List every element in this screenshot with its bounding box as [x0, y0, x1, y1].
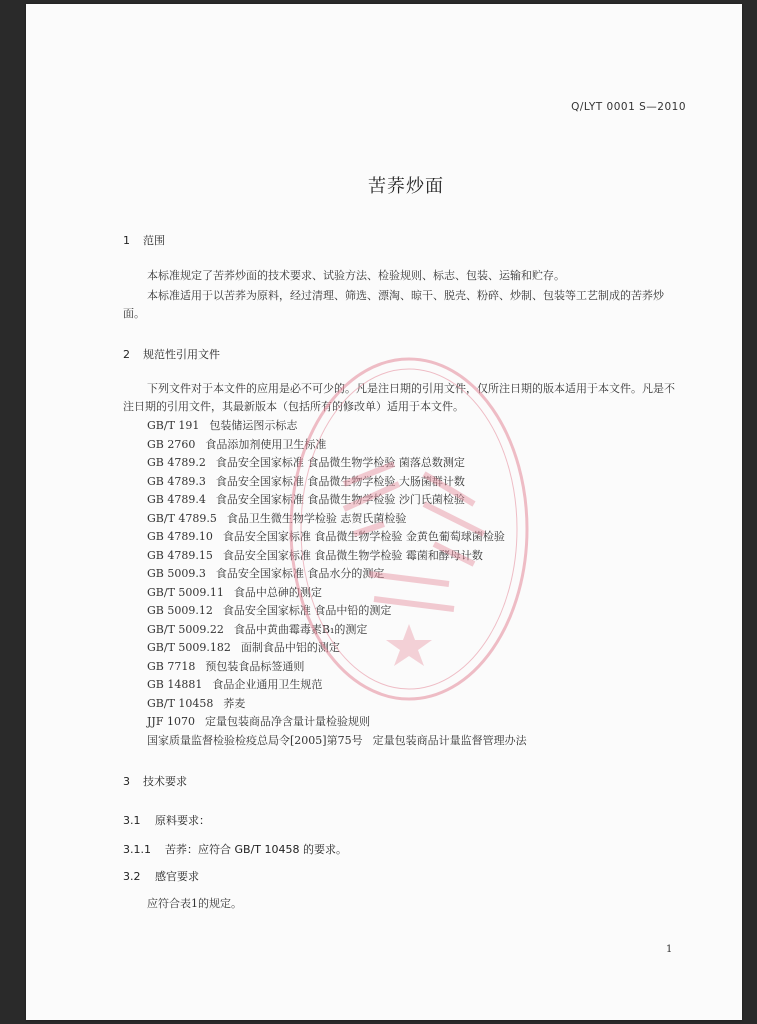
- list-item: [147, 621, 527, 640]
- reference-code: GB 14881: [147, 678, 203, 691]
- reference-code: GB/T 5009.22: [147, 622, 224, 636]
- reference-code: GB 2760: [147, 437, 196, 451]
- list-item: [147, 436, 527, 455]
- page-number: 1: [666, 944, 673, 955]
- reference-title: 面制食品中铝的测定: [240, 641, 340, 654]
- list-item: [147, 510, 527, 529]
- reference-title: 食品中总砷的测定: [233, 585, 322, 599]
- subsection-text: 苦荞：应符合 GB/T 10458 的要求。: [165, 843, 347, 856]
- reference-code: GB 5009.12: [147, 604, 213, 617]
- document-page: [26, 4, 742, 1020]
- document-title: 苦荞炒面: [368, 176, 444, 197]
- subsection-number: 3.1.1: [123, 843, 151, 856]
- reference-title: 食品企业通用卫生规范: [212, 678, 323, 691]
- scope-paragraph-1: 本标准规定了苦荞炒面的技术要求、试验方法、检验规则、标志、包装、运输和贮存。: [147, 269, 565, 282]
- reference-title: 预包装食品标签通则: [205, 659, 305, 673]
- reference-title: 包装储运图示标志: [209, 419, 298, 432]
- list-item: [147, 473, 527, 492]
- list-item: [147, 584, 527, 603]
- section-title: 规范性引用文件: [143, 348, 220, 361]
- section-title: 技术要求: [143, 775, 187, 788]
- reference-code: GB/T 4789.5: [147, 511, 217, 525]
- document-code: Q/LYT 0001 S—2010: [571, 101, 686, 113]
- list-item: [147, 695, 527, 714]
- reference-title: 食品安全国家标准 食品微生物学检验 沙门氏菌检验: [215, 493, 465, 506]
- reference-code: JJF 1070: [147, 715, 195, 728]
- reference-code: GB 4789.15: [147, 548, 213, 562]
- reference-code: GB/T 191: [147, 419, 200, 432]
- reference-title: 食品安全国家标准 食品水分的测定: [215, 567, 385, 580]
- list-item: [147, 713, 527, 732]
- section-references-heading: [123, 346, 220, 362]
- reference-title: 食品安全国家标准 食品微生物学检验 菌落总数测定: [215, 456, 465, 469]
- reference-code: GB/T 5009.182: [147, 641, 231, 654]
- list-item: [147, 547, 527, 566]
- list-item: [147, 732, 527, 751]
- reference-code: GB/T 5009.11: [147, 585, 224, 599]
- reference-code: GB 4789.3: [147, 474, 206, 488]
- reference-title: 食品安全国家标准 食品微生物学检验 大肠菌群计数: [215, 474, 465, 488]
- section-number: 3: [123, 775, 130, 788]
- reference-code: GB/T 10458: [147, 696, 214, 710]
- reference-code: GB 4789.2: [147, 456, 206, 469]
- reference-title: 定量包装商品净含量计量检验规则: [204, 715, 370, 728]
- reference-title: 食品安全国家标准 食品微生物学检验 金黄色葡萄球菌检验: [222, 530, 505, 543]
- reference-title: 食品中黄曲霉毒素B₁的测定: [233, 622, 368, 636]
- list-item: [147, 602, 527, 621]
- reference-code: 国家质量监督检验检疫总局令[2005]第75号: [147, 733, 363, 747]
- section-number: 1: [123, 234, 130, 247]
- reference-list: [147, 417, 527, 750]
- subsection-number: 3.2: [123, 870, 141, 883]
- subsection-number: 3.1: [123, 814, 141, 827]
- scope-paragraph-2: 本标准适用于以苦荞为原料，经过清理、筛选、漂淘、晾干、脱壳、粉碎、炒制、包装等工艺制成的苦荞炒面。: [123, 289, 664, 320]
- list-item: [147, 417, 527, 436]
- list-item: [147, 639, 527, 658]
- reference-code: GB 4789.4: [147, 493, 206, 506]
- section-title: 范围: [143, 234, 165, 247]
- subsection-3-2: [123, 868, 199, 884]
- list-item: [147, 491, 527, 510]
- reference-title: 食品安全国家标准 食品中铅的测定: [222, 604, 392, 617]
- section-tech-heading: [123, 773, 187, 789]
- list-item: [147, 676, 527, 695]
- reference-title: 荞麦: [223, 696, 246, 710]
- reference-title: 食品卫生微生物学检验 志贺氏菌检验: [226, 511, 407, 525]
- list-item: [147, 658, 527, 677]
- reference-title: 食品安全国家标准 食品微生物学检验 霉菌和酵母计数: [222, 548, 483, 562]
- subsection-3-1-1: [123, 841, 347, 857]
- section-scope-heading: [123, 232, 165, 248]
- section-number: 2: [123, 348, 130, 361]
- subsection-text: 原料要求：: [155, 814, 210, 827]
- subsection-3-1: [123, 812, 210, 828]
- subsection-text: 感官要求: [155, 870, 199, 883]
- references-intro: 下列文件对于本文件的应用是必不可少的。凡是注日期的引用文件，仅所注日期的版本适用于本文件。凡是不注日期的引用文件，其最新版本（包括所有的修改单）适用于本文件。: [123, 382, 675, 413]
- list-item: [147, 454, 527, 473]
- reference-code: GB 4789.10: [147, 530, 213, 543]
- reference-code: GB 7718: [147, 659, 196, 673]
- reference-title: 食品添加剂使用卫生标准: [205, 437, 327, 451]
- reference-title: 定量包装商品计量监督管理办法: [372, 733, 527, 747]
- reference-code: GB 5009.3: [147, 567, 206, 580]
- subsection-3-2-body: 应符合表1的规定。: [147, 897, 242, 910]
- list-item: [147, 528, 527, 547]
- list-item: [147, 565, 527, 584]
